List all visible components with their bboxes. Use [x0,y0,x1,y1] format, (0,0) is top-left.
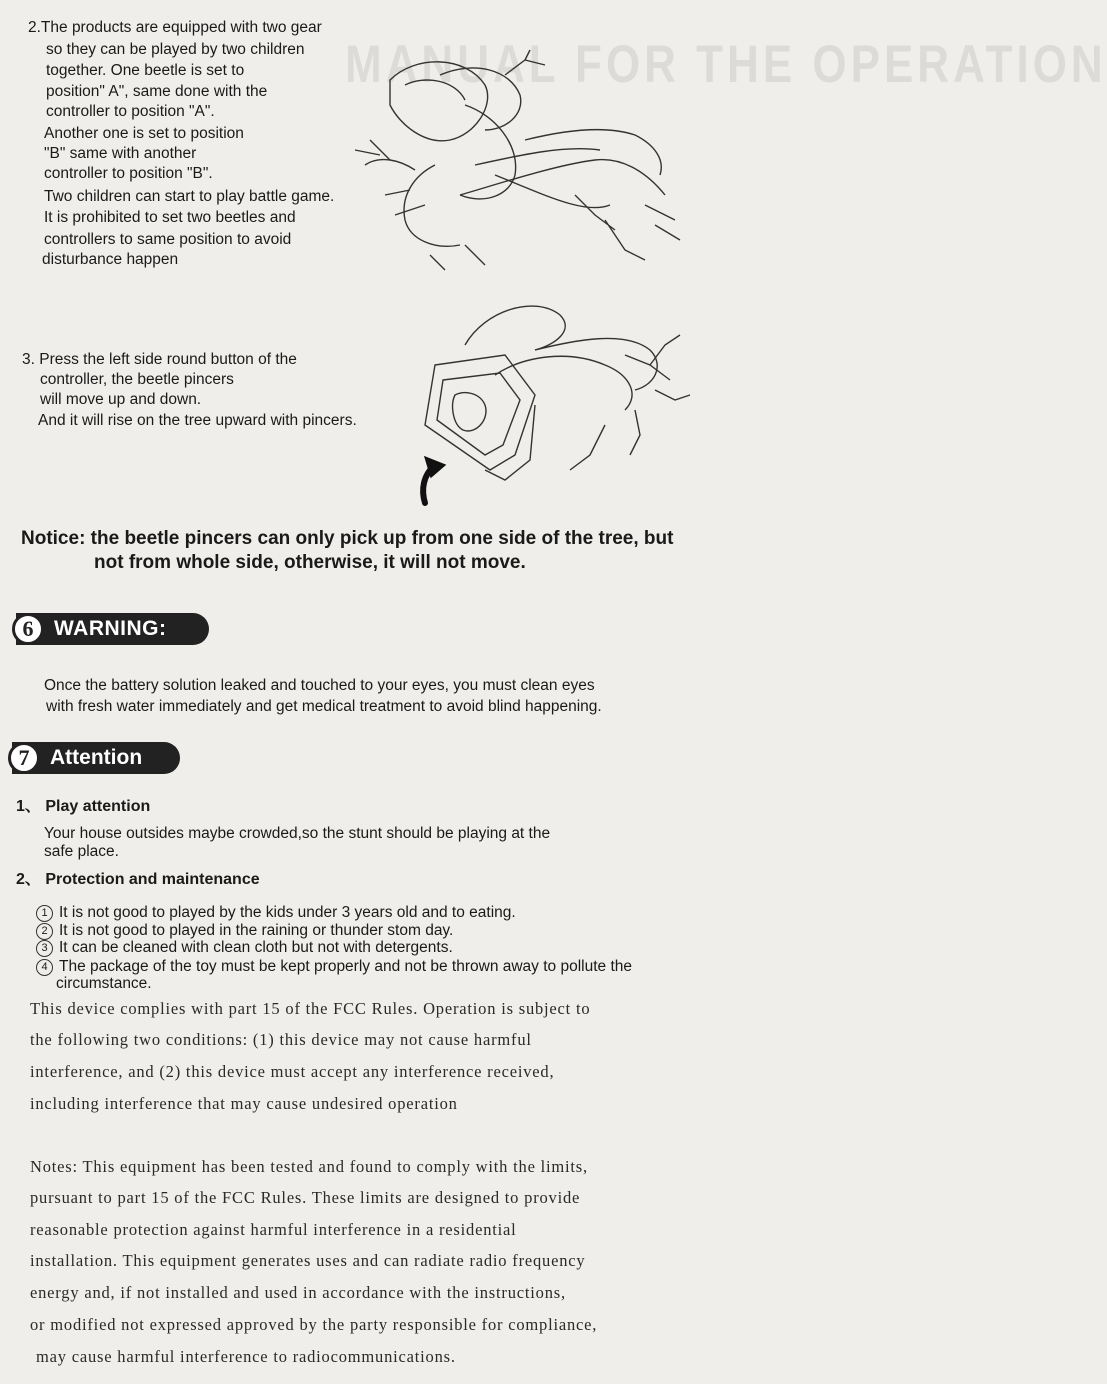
fcc-line: including interference that may cause undesired operation [30,1094,458,1113]
list-item [36,938,453,959]
section-3-line: will move up and down. [40,391,202,408]
list-item-text: It can be cleaned with clean cloth but not with detergents. [59,939,453,956]
attention-heading: Attention [50,746,143,769]
warning-heading: WARNING: [54,617,167,640]
warning-heading-badge [16,613,209,645]
section-2-line: so they can be played by two children [46,41,305,58]
list-item-continuation: circumstance. [56,975,152,992]
list-marker: 2 [36,923,53,940]
section-3-line: And it will rise on the tree upward with pincers. [38,412,357,429]
section-2-line: It is prohibited to set two beetles and [44,209,296,226]
warning-line: with fresh water immediately and get medical treatment to avoid blind happening. [46,698,602,715]
section-number-7-icon: 7 [8,742,40,774]
section-2-line: Another one is set to position [44,125,244,142]
notes-line: pursuant to part 15 of the FCC Rules. These limits are designed to provide [30,1188,581,1207]
list-item-text: It is not good to played in the raining or thunder stom day. [59,922,454,939]
notes-line: may cause harmful interference to radiocommunications. [36,1347,456,1366]
list-item-text: It is not good to played by the kids under 3 years old and to eating. [59,904,516,921]
notes-line: installation. This equipment generates uses and can radiate radio frequency [30,1251,586,1270]
attention-item-2-title: 2、 Protection and maintenance [16,871,260,888]
section-2-line: controllers to same position to avoid [44,231,292,248]
section-2-line: position" A", same done with the [46,83,268,100]
fcc-line: This device complies with part 15 of the FCC Rules. Operation is subject to [30,999,591,1018]
section-3-line: controller, the beetle pincers [40,371,234,388]
list-marker: 4 [36,959,53,976]
notes-line: or modified not expressed approved by the party responsible for compliance, [30,1315,598,1334]
section-number-6-icon: 6 [12,613,44,645]
fcc-line: the following two conditions: (1) this device may not cause harmful [30,1030,532,1049]
fcc-line: interference, and (2) this device must accept any interference received, [30,1062,555,1081]
section-2-line: controller to position "A". [46,103,215,120]
list-marker: 3 [36,940,53,957]
notes-line: energy and, if not installed and used in accordance with the instructions, [30,1283,566,1302]
section-2-line: disturbance happen [42,251,179,268]
attention-item-1-line: Your house outsides maybe crowded,so the stunt should be playing at the [44,825,551,842]
attention-item-1-title: 1、 Play attention [16,798,151,815]
attention-item-1-line: safe place. [44,843,119,860]
section-3-line: 3. Press the left side round button of the [22,351,297,368]
section-2-line: Two children can start to play battle game. [44,188,335,205]
notice-line-2: not from whole side, otherwise, it will not move. [94,552,526,573]
beetles-battle-illustration [345,45,690,275]
section-2-line: "B" same with another [44,145,197,162]
list-marker: 1 [36,905,53,922]
warning-line: Once the battery solution leaked and touched to your eyes, you must clean eyes [44,677,595,694]
attention-heading-badge [12,742,180,774]
list-item-text: The package of the toy must be kept properly and not be thrown away to pollute the [59,958,632,975]
notes-line: Notes: This equipment has been tested and found to comply with the limits, [30,1157,588,1176]
notice-line-1: Notice: the beetle pincers can only pick up from one side of the tree, but [21,528,674,549]
section-2-line: 2.The products are equipped with two gear [28,19,322,36]
watermark-text: MANUAL FOR THE OPERATION [345,35,1107,94]
section-2-line: controller to position "B". [44,165,213,182]
notes-line: reasonable protection against harmful interference in a residential [30,1220,517,1239]
section-2-line: together. One beetle is set to [46,62,245,79]
controller-beetle-illustration [395,285,700,510]
